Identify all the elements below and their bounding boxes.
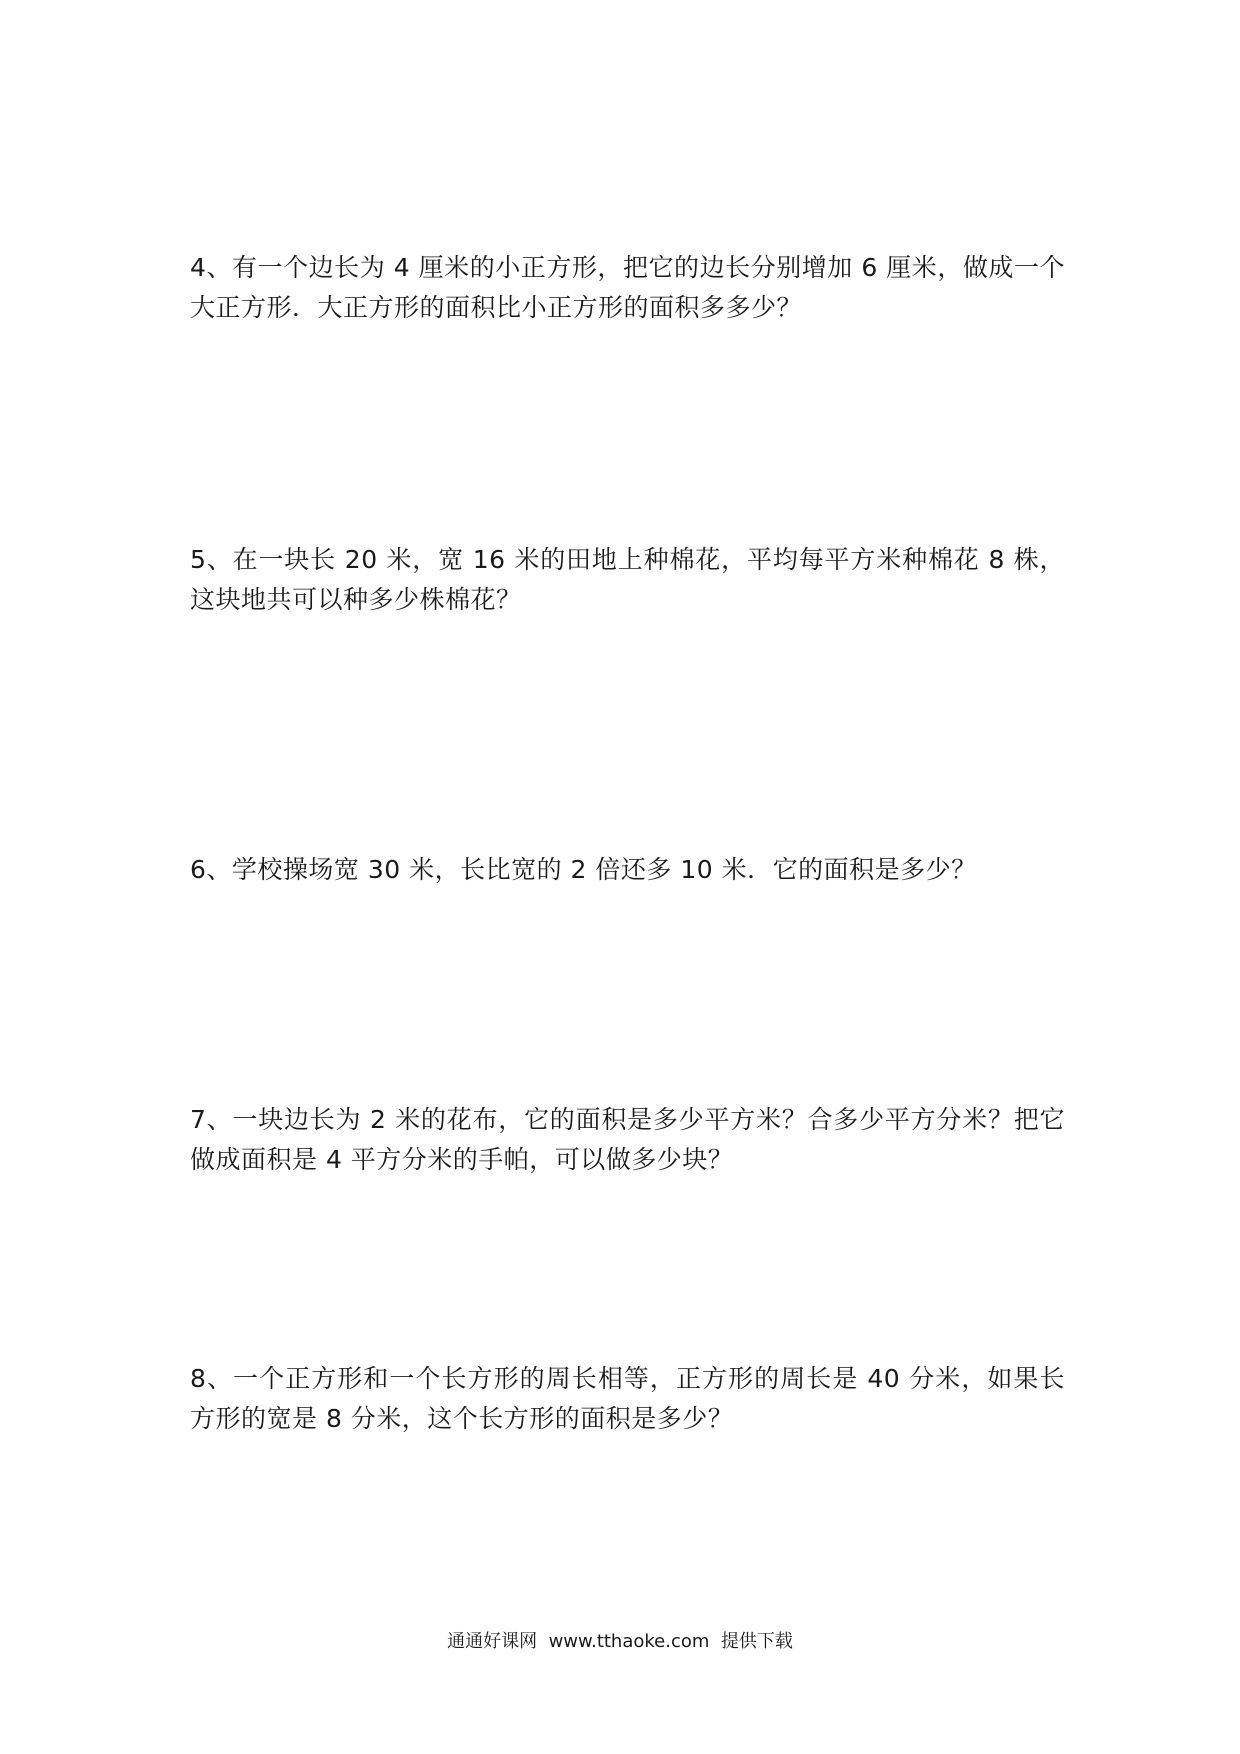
problem-8: 8、一个正方形和一个长方形的周长相等，正方形的周长是 40 分米，如果长方形的宽是 8 分米，这个长方形的面积是多少？ (190, 1364, 1065, 1433)
page-footer (0, 1630, 1240, 1654)
footer-url[interactable]: www.tthaoke.com (548, 1631, 710, 1652)
problem-4: 4、有一个边长为 4 厘米的小正方形，把它的边长分别增加 6 厘米，做成一个大正方形．大正方形的面积比小正方形的面积多多少？ (190, 253, 1065, 322)
footer-suffix: 提供下载 (720, 1631, 793, 1652)
footer-site-name: 通通好课网 (447, 1631, 538, 1652)
problem-6: 6、学校操场宽 30 米，长比宽的 2 倍还多 10 米．它的面积是多少？ (190, 855, 977, 884)
problem-7: 7、一块边长为 2 米的花布，它的面积是多少平方米？合多少平方分米？把它做成面积是 4 平方分米的手帕，可以做多少块？ (190, 1105, 1065, 1174)
problem-5: 5、在一块长 20 米，宽 16 米的田地上种棉花，平均每平方米种棉花 8 株，这块地共可以种多少株棉花？ (190, 545, 1065, 614)
